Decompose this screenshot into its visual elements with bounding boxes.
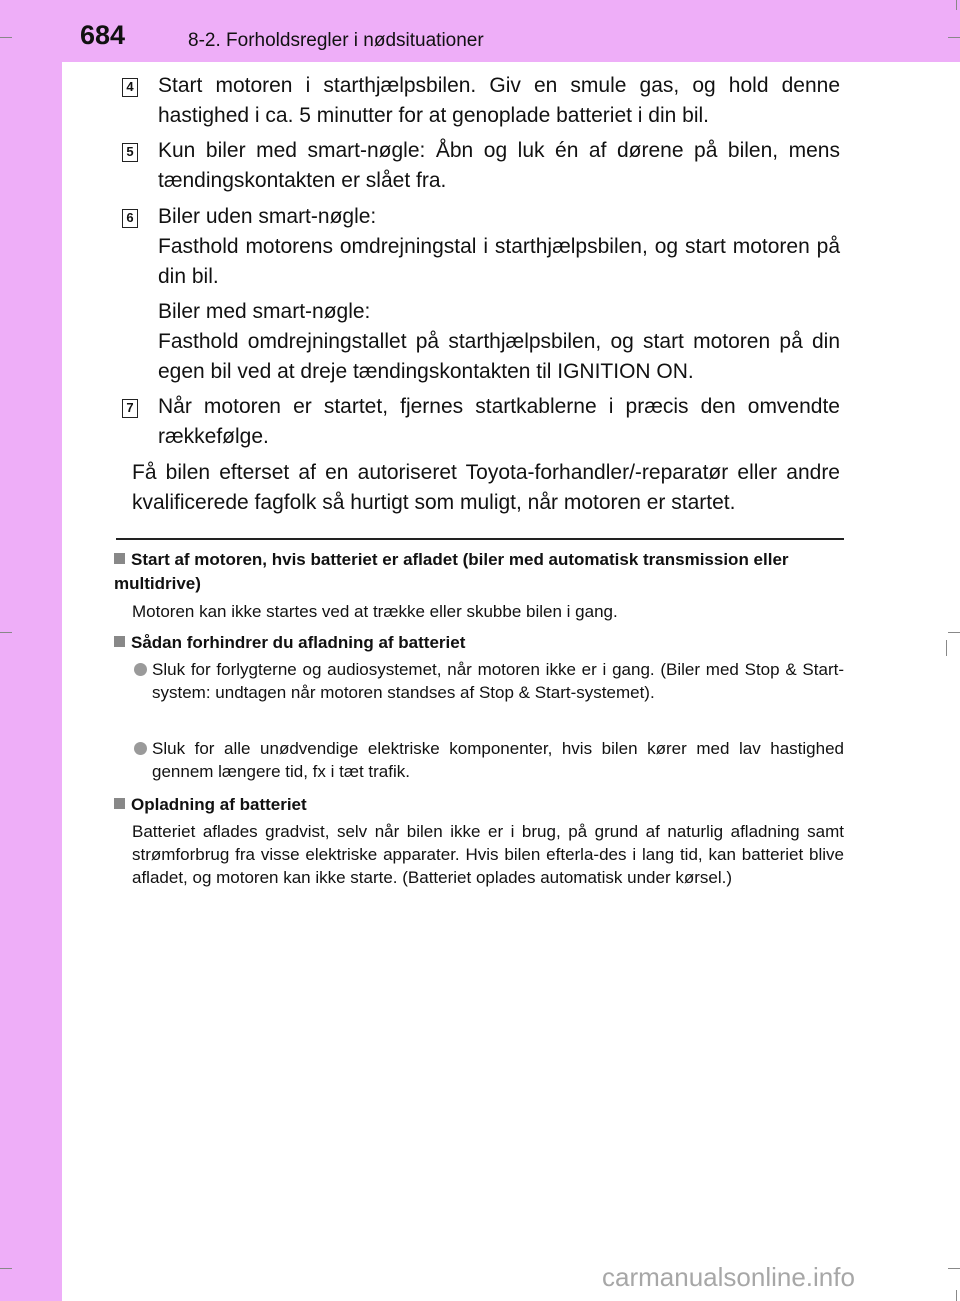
note-heading-charging (114, 793, 848, 817)
step-number-4: 4 (122, 78, 138, 97)
round-bullet-icon (134, 742, 147, 755)
side-tab-strip (0, 0, 62, 1301)
step-6-text-b: Fasthold omdrejningstallet på starthjælpsbilen, og start motoren på din egen bil ved at dreje tændingskontakten til IGNITION ON. (158, 330, 840, 383)
note-body-start-motor: Motoren kan ikke startes ved at trække eller skubbe bilen i gang. (132, 602, 618, 621)
square-bullet-icon (114, 798, 125, 809)
bullet-item: Sluk for alle unødvendige elektriske komponenter, hvis bilen kører med lav hastighed gennem længere tid, fx i tæt trafik. (152, 739, 844, 781)
note-body-charging: Batteriet aflades gradvist, selv når bilen ikke er i brug, på grund af naturlig afladning samt strømforbrug fra visse elektriske apparater. Hvis bilen efterla-des i lang tid, kan batteriet blive afladet, og motoren kan ikke starte. (Batteriet oplades automatisk under kørsel.) (132, 822, 844, 887)
square-bullet-icon (114, 636, 125, 647)
step-5-text: Kun biler med smart-nøgle: Åbn og luk én af dørene på bilen, mens tændingskontakten er slået fra. (158, 139, 840, 192)
round-bullet-icon (134, 663, 147, 676)
watermark: carmanualsonline.info (602, 1262, 855, 1292)
crop-mark (948, 1268, 960, 1269)
step-4-text: Start motoren i starthjælpsbilen. Giv en smule gas, og hold denne hastighed i ca. 5 minutter for at genoplade batteriet i din bil. (158, 74, 840, 127)
page-number: 684 (80, 20, 126, 50)
square-bullet-icon (114, 553, 125, 564)
crop-mark (0, 37, 12, 38)
note-heading-text: Start af motoren, hvis batteriet er afladet (biler med automatisk transmission eller multidrive) (114, 550, 789, 593)
step-number-5: 5 (122, 143, 138, 162)
note-heading-start-motor (114, 548, 848, 596)
step-number-6: 6 (122, 209, 138, 228)
crop-mark (956, 0, 957, 10)
crop-mark (946, 640, 947, 656)
note-heading-text: Opladning af batteriet (131, 795, 307, 814)
section-divider (116, 538, 844, 540)
crop-mark (948, 632, 960, 633)
step-6-heading-b: Biler med smart-nøgle: (158, 300, 371, 323)
note-heading-text: Sådan forhindrer du afladning af batteriet (131, 633, 466, 652)
crop-mark (948, 37, 960, 38)
crop-mark (0, 1268, 12, 1269)
crop-mark (956, 1290, 957, 1301)
step-6-text-a: Fasthold motorens omdrejningstal i starthjælpsbilen, og start motoren på din bil. (158, 235, 840, 288)
step-7-text: Når motoren er startet, fjernes startkablerne i præcis den omvendte rækkefølge. (158, 395, 840, 448)
section-title: 8-2. Forholdsregler i nødsituationer (188, 30, 484, 51)
bullet-item: Sluk for forlygterne og audiosystemet, når motoren ikke er i gang. (Biler med Stop & Start-system: undtagen når motoren standses af Stop & Start-systemet). (152, 660, 844, 702)
crop-mark (0, 632, 12, 633)
step-number-7: 7 (122, 399, 138, 418)
step-6-heading-a: Biler uden smart-nøgle: (158, 205, 377, 228)
closing-paragraph: Få bilen efterset af en autoriseret Toyota-forhandler/-reparatør eller andre kvalificerede fagfolk så hurtigt som muligt, når motoren er startet. (132, 461, 840, 514)
note-heading-prevent-discharge (114, 631, 848, 655)
